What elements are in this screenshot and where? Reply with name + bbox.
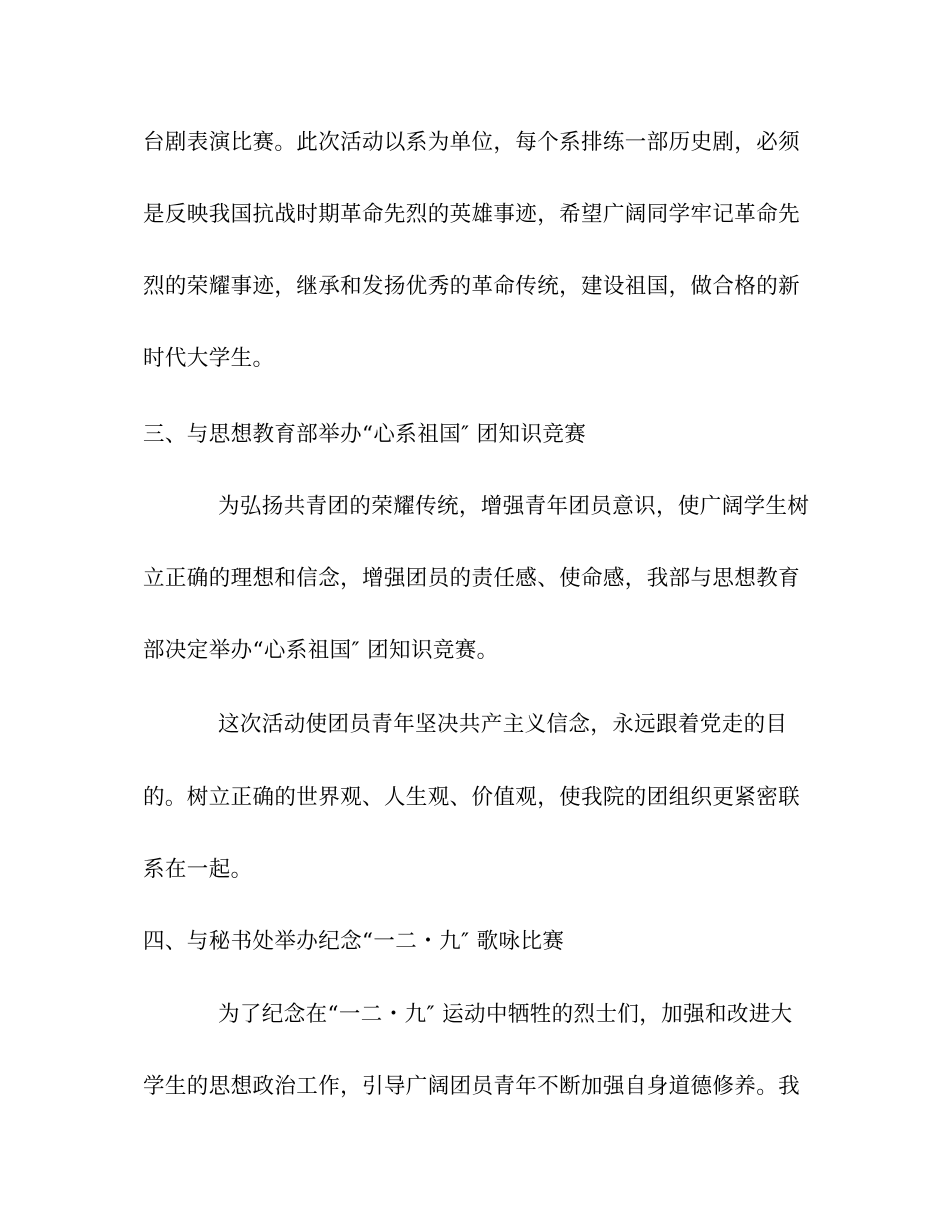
paragraph-line: 系在一起。	[143, 857, 253, 882]
paragraph-line: 台剧表演比赛。此次活动以系为单位，每个系排练一部历史剧，必须	[143, 130, 801, 155]
paragraph-line: 为弘扬共青团的荣耀传统，增强青年团员意识，使广阔学生树	[218, 494, 810, 519]
paragraph-line: 这次活动使团员青年坚决共产主义信念，永远跟着党走的目	[218, 712, 788, 737]
paragraph-line: 时代大学生。	[143, 346, 275, 371]
paragraph-line: 为了纪念在“一二・九″ 运动中牺牲的烈士们，加强和改进大	[218, 1002, 793, 1027]
paragraph-line: 部决定举办“心系祖国″ 团知识竞赛。	[143, 638, 499, 663]
paragraph-line: 学生的思想政治工作，引导广阔团员青年不断加强自身道德修养。我	[143, 1074, 801, 1099]
section-heading: 四、与秘书处举办纪念“一二・九″ 歌咏比赛	[143, 929, 565, 954]
paragraph-line: 烈的荣耀事迹，继承和发扬优秀的革命传统，建设祖国，做合格的新	[143, 274, 801, 299]
paragraph-line: 的。树立正确的世界观、人生观、价值观，使我院的团组织更紧密联	[143, 785, 801, 810]
paragraph-line: 是反映我国抗战时期革命先烈的英雄事迹，希望广阔同学牢记革命先	[143, 202, 801, 227]
paragraph-line: 立正确的理想和信念，增强团员的责任感、使命感，我部与思想教育	[143, 566, 801, 591]
section-heading: 三、与思想教育部举办“心系祖国″ 团知识竞赛	[143, 422, 587, 447]
